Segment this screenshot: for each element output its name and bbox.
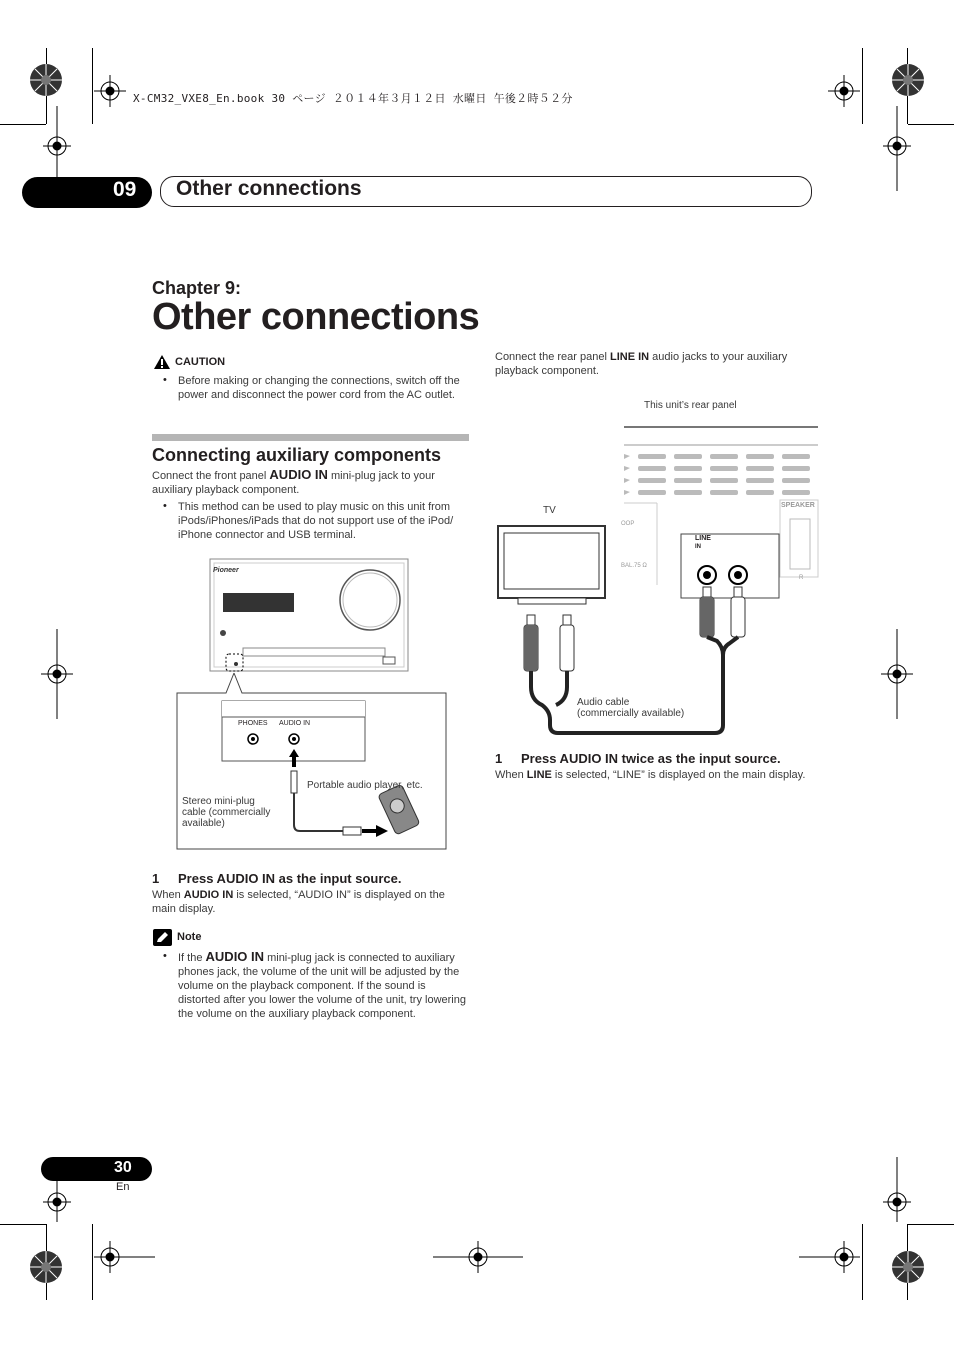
step-desc: When AUDIO IN is selected, “AUDIO IN” is displayed on the main display. xyxy=(152,889,445,915)
color-registration-wheel-icon xyxy=(892,1251,924,1283)
brand-logo: Pioneer xyxy=(213,567,239,574)
page-number-tab xyxy=(41,1157,152,1181)
bal-label: BAL.75 Ω xyxy=(621,563,647,569)
section-title: Connecting auxiliary components xyxy=(152,445,442,465)
portable-player-label: Portable audio player, etc. xyxy=(307,780,423,791)
note-pencil-icon xyxy=(153,929,172,946)
color-registration-wheel-icon xyxy=(30,64,62,96)
speaker-label: SPEAKER xyxy=(781,502,815,509)
audio-in-label: AUDIO IN xyxy=(279,720,311,727)
section-intro: Connect the front panel AUDIO IN mini-plug jack to your auxiliary playback component. xyxy=(152,467,435,496)
registration-target-icon xyxy=(828,75,860,107)
section-bar xyxy=(152,434,469,441)
registration-target-icon xyxy=(883,106,911,191)
in-label: IN xyxy=(695,544,701,550)
page-title: Other connections xyxy=(152,296,480,338)
caution-label: CAUTION xyxy=(175,356,226,368)
registration-target-icon xyxy=(94,75,126,107)
cable-label: Stereo mini-plug cable (commercially available) xyxy=(182,796,271,829)
step-number: 1 xyxy=(152,871,160,886)
section-bullet: This method can be used to play music on this unit from iPods/iPhones/iPads that do not support use of the iPod/ iPhone connector and USB terminal. xyxy=(178,501,454,541)
registration-target-icon xyxy=(94,1241,155,1273)
rear-panel-label: This unit’s rear panel xyxy=(644,400,737,411)
step-number: 1 xyxy=(495,751,503,766)
bullet-icon: • xyxy=(163,500,167,512)
step-text: Press AUDIO IN twice as the input source. xyxy=(521,751,781,766)
color-registration-wheel-icon xyxy=(892,64,924,96)
caution-icon xyxy=(153,354,171,370)
color-registration-wheel-icon xyxy=(30,1251,62,1283)
tv-label: TV xyxy=(543,505,556,516)
registration-target-icon xyxy=(433,1241,523,1273)
note-label: Note xyxy=(177,931,202,943)
audio-cable-label: Audio cable (commercially available) xyxy=(577,697,685,719)
caution-text: Before making or changing the connections, switch off the power and disconnect the power cord from the AC outlet. xyxy=(178,375,460,401)
phones-label: PHONES xyxy=(238,720,268,727)
registration-target-icon xyxy=(883,1157,911,1222)
r-label: R xyxy=(799,575,804,581)
language-label: En xyxy=(116,1181,130,1193)
registration-target-icon xyxy=(799,1241,860,1273)
page-number: 30 xyxy=(114,1159,132,1176)
chapter-label: Chapter 9: xyxy=(152,278,242,298)
bullet-icon: • xyxy=(163,950,167,962)
step-text: Press AUDIO IN as the input source. xyxy=(178,871,402,886)
print-header: X-CM32_VXE8_En.book 30 ページ ２０１４年３月１２日 水曜日 午後２時５２分 xyxy=(133,92,573,105)
oop-label: OOP xyxy=(621,521,635,527)
step-desc: When LINE is selected, “LINE” is displayed on the main display. xyxy=(495,769,806,781)
line-label: LINE xyxy=(695,535,711,542)
chapter-number: 09 xyxy=(113,178,137,201)
bullet-icon: • xyxy=(163,374,167,386)
registration-target-icon xyxy=(41,629,73,719)
registration-target-icon xyxy=(881,629,913,719)
rear-panel-diagram xyxy=(490,415,820,745)
header-title: Other connections xyxy=(176,177,362,200)
right-intro: Connect the rear panel LINE IN audio jacks to your auxiliary playback component. xyxy=(495,351,788,377)
note-text: If the AUDIO IN mini-plug jack is connected to auxiliary phones jack, the volume of the unit will be adjusted by the volume on the playback component. If the sound is distorted after you lower the volume of the unit, try lowering the volume on the auxiliary playback component. xyxy=(178,949,466,1020)
